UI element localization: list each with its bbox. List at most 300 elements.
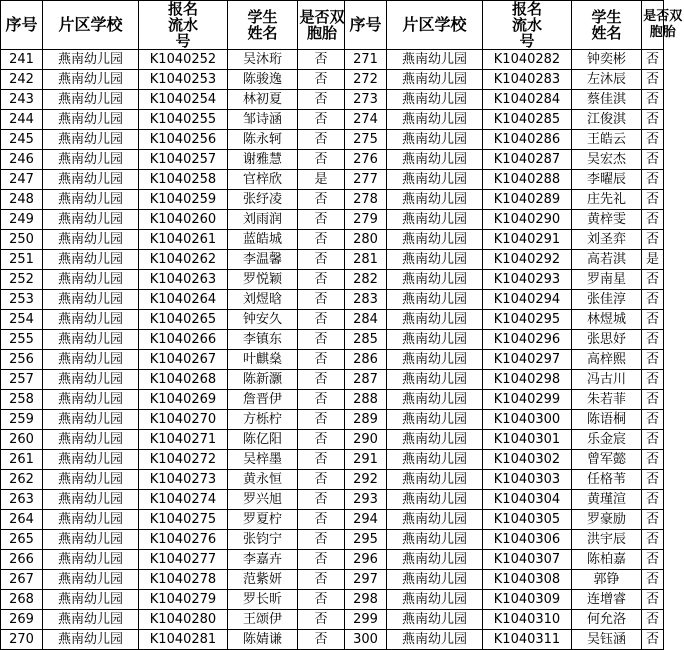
cell-twin: 否 <box>298 130 345 150</box>
cell-school: 燕南幼儿园 <box>43 210 139 230</box>
cell-code: K1040274 <box>139 490 228 510</box>
header-seq: 序号 <box>1 1 43 50</box>
cell-school: 燕南幼儿园 <box>43 590 139 610</box>
cell-name: 任格苇 <box>572 470 642 490</box>
cell-code: K1040279 <box>139 590 228 610</box>
table-row <box>1 570 664 590</box>
cell-code: K1040257 <box>139 150 228 170</box>
cell-twin: 否 <box>298 190 345 210</box>
cell-twin: 否 <box>642 350 664 370</box>
cell-twin: 否 <box>642 410 664 430</box>
header-row <box>1 1 664 50</box>
cell-seq: 292 <box>345 470 387 490</box>
cell-name: 叶麒燊 <box>228 350 298 370</box>
cell-seq: 250 <box>1 230 43 250</box>
cell-code: K1040259 <box>139 190 228 210</box>
cell-name: 左沐辰 <box>572 70 642 90</box>
table-row <box>1 630 664 650</box>
cell-seq: 241 <box>1 50 43 70</box>
cell-twin: 否 <box>642 490 664 510</box>
cell-twin: 否 <box>298 90 345 110</box>
table-row <box>1 50 664 70</box>
cell-name: 钟奕彬 <box>572 50 642 70</box>
cell-twin: 否 <box>642 310 664 330</box>
cell-school: 燕南幼儿园 <box>43 390 139 410</box>
cell-code: K1040256 <box>139 130 228 150</box>
cell-name: 刘圣弈 <box>572 230 642 250</box>
cell-school: 燕南幼儿园 <box>387 470 483 490</box>
cell-twin: 否 <box>642 470 664 490</box>
header-code-text-2: 报名流水号 <box>511 0 542 50</box>
table-row <box>1 490 664 510</box>
cell-school: 燕南幼儿园 <box>387 510 483 530</box>
table-row <box>1 350 664 370</box>
cell-name: 高若淇 <box>572 250 642 270</box>
cell-twin: 否 <box>642 110 664 130</box>
table-row <box>1 290 664 310</box>
cell-twin: 否 <box>642 130 664 150</box>
cell-school: 燕南幼儿园 <box>387 250 483 270</box>
cell-school: 燕南幼儿园 <box>387 270 483 290</box>
cell-seq: 289 <box>345 410 387 430</box>
cell-school: 燕南幼儿园 <box>387 590 483 610</box>
cell-code: K1040311 <box>483 630 572 650</box>
cell-name: 乐金宸 <box>572 430 642 450</box>
cell-twin: 否 <box>642 610 664 630</box>
cell-code: K1040297 <box>483 350 572 370</box>
cell-seq: 294 <box>345 510 387 530</box>
cell-school: 燕南幼儿园 <box>43 410 139 430</box>
cell-code: K1040291 <box>483 230 572 250</box>
cell-seq: 262 <box>1 470 43 490</box>
cell-seq: 300 <box>345 630 387 650</box>
cell-twin: 否 <box>298 550 345 570</box>
cell-twin: 否 <box>642 590 664 610</box>
cell-twin: 否 <box>642 70 664 90</box>
cell-seq: 242 <box>1 70 43 90</box>
cell-school: 燕南幼儿园 <box>387 450 483 470</box>
cell-seq: 253 <box>1 290 43 310</box>
header-code-2 <box>483 1 572 50</box>
cell-seq: 266 <box>1 550 43 570</box>
cell-code: K1040269 <box>139 390 228 410</box>
cell-name: 陈婧谦 <box>228 630 298 650</box>
cell-school: 燕南幼儿园 <box>387 50 483 70</box>
cell-twin: 否 <box>298 290 345 310</box>
cell-code: K1040258 <box>139 170 228 190</box>
cell-code: K1040266 <box>139 330 228 350</box>
cell-code: K1040254 <box>139 90 228 110</box>
cell-code: K1040271 <box>139 430 228 450</box>
table-row <box>1 390 664 410</box>
cell-name: 詹晋伊 <box>228 390 298 410</box>
cell-seq: 290 <box>345 430 387 450</box>
cell-school: 燕南幼儿园 <box>387 410 483 430</box>
cell-twin: 否 <box>298 590 345 610</box>
cell-twin: 否 <box>298 530 345 550</box>
cell-name: 朱若菲 <box>572 390 642 410</box>
cell-twin: 否 <box>642 210 664 230</box>
cell-code: K1040252 <box>139 50 228 70</box>
header-code-text: 报名流水号 <box>167 0 198 50</box>
cell-name: 张钧宁 <box>228 530 298 550</box>
cell-code: K1040253 <box>139 70 228 90</box>
cell-code: K1040255 <box>139 110 228 130</box>
cell-name: 王颂伊 <box>228 610 298 630</box>
cell-seq: 259 <box>1 410 43 430</box>
table-row <box>1 530 664 550</box>
cell-twin: 否 <box>298 210 345 230</box>
cell-seq: 246 <box>1 150 43 170</box>
cell-code: K1040294 <box>483 290 572 310</box>
cell-name: 郭铮 <box>572 570 642 590</box>
cell-twin: 否 <box>298 150 345 170</box>
cell-code: K1040282 <box>483 50 572 70</box>
header-school: 片区学校 <box>43 1 139 50</box>
cell-seq: 260 <box>1 430 43 450</box>
cell-seq: 286 <box>345 350 387 370</box>
cell-twin: 否 <box>298 430 345 450</box>
cell-code: K1040267 <box>139 350 228 370</box>
cell-code: K1040293 <box>483 270 572 290</box>
cell-twin: 否 <box>642 170 664 190</box>
cell-seq: 269 <box>1 610 43 630</box>
cell-code: K1040275 <box>139 510 228 530</box>
cell-code: K1040289 <box>483 190 572 210</box>
cell-school: 燕南幼儿园 <box>43 90 139 110</box>
header-twin <box>298 1 345 50</box>
cell-school: 燕南幼儿园 <box>43 450 139 470</box>
cell-name: 邹诗涵 <box>228 110 298 130</box>
cell-seq: 270 <box>1 630 43 650</box>
table-row <box>1 450 664 470</box>
cell-school: 燕南幼儿园 <box>387 430 483 450</box>
cell-twin: 否 <box>298 470 345 490</box>
cell-seq: 261 <box>1 450 43 470</box>
cell-school: 燕南幼儿园 <box>387 150 483 170</box>
cell-name: 何允洛 <box>572 610 642 630</box>
cell-name: 陈永轲 <box>228 130 298 150</box>
cell-twin: 否 <box>298 250 345 270</box>
cell-seq: 249 <box>1 210 43 230</box>
cell-code: K1040302 <box>483 450 572 470</box>
cell-twin: 是 <box>298 170 345 190</box>
header-twin-text: 是否双胞胎 <box>299 8 345 42</box>
cell-code: K1040310 <box>483 610 572 630</box>
table-row <box>1 150 664 170</box>
cell-name: 高梓熙 <box>572 350 642 370</box>
table-row <box>1 310 664 330</box>
cell-school: 燕南幼儿园 <box>387 350 483 370</box>
cell-code: K1040285 <box>483 110 572 130</box>
cell-name: 陈语桐 <box>572 410 642 430</box>
cell-code: K1040262 <box>139 250 228 270</box>
cell-code: K1040281 <box>139 630 228 650</box>
cell-twin: 否 <box>642 630 664 650</box>
cell-name: 蔡佳淇 <box>572 90 642 110</box>
cell-school: 燕南幼儿园 <box>43 110 139 130</box>
cell-school: 燕南幼儿园 <box>43 530 139 550</box>
cell-code: K1040273 <box>139 470 228 490</box>
cell-name: 刘煜晗 <box>228 290 298 310</box>
cell-school: 燕南幼儿园 <box>387 70 483 90</box>
table-row <box>1 210 664 230</box>
cell-code: K1040265 <box>139 310 228 330</box>
header-twin-2 <box>642 1 683 50</box>
cell-school: 燕南幼儿园 <box>387 110 483 130</box>
cell-seq: 248 <box>1 190 43 210</box>
cell-code: K1040264 <box>139 290 228 310</box>
cell-code: K1040306 <box>483 530 572 550</box>
cell-twin: 否 <box>298 410 345 430</box>
cell-code: K1040272 <box>139 450 228 470</box>
cell-twin: 否 <box>642 450 664 470</box>
cell-name: 李嘉卉 <box>228 550 298 570</box>
cell-school: 燕南幼儿园 <box>43 610 139 630</box>
cell-name: 罗南星 <box>572 270 642 290</box>
cell-code: K1040305 <box>483 510 572 530</box>
cell-twin: 否 <box>642 330 664 350</box>
cell-seq: 285 <box>345 330 387 350</box>
cell-seq: 279 <box>345 210 387 230</box>
table-row <box>1 330 664 350</box>
cell-name: 官梓欣 <box>228 170 298 190</box>
cell-name: 张思妤 <box>572 330 642 350</box>
cell-name: 吴沐珩 <box>228 50 298 70</box>
cell-seq: 295 <box>345 530 387 550</box>
cell-name: 谢雅慧 <box>228 150 298 170</box>
cell-code: K1040260 <box>139 210 228 230</box>
header-name-text-2: 学生姓名 <box>591 8 622 42</box>
header-school-2: 片区学校 <box>387 1 483 50</box>
header-code <box>139 1 228 50</box>
table-row <box>1 170 664 190</box>
cell-twin: 否 <box>642 530 664 550</box>
cell-twin: 否 <box>298 330 345 350</box>
cell-school: 燕南幼儿园 <box>43 490 139 510</box>
table-row <box>1 190 664 210</box>
cell-seq: 274 <box>345 110 387 130</box>
cell-school: 燕南幼儿园 <box>387 310 483 330</box>
cell-school: 燕南幼儿园 <box>43 570 139 590</box>
cell-school: 燕南幼儿园 <box>43 170 139 190</box>
cell-seq: 252 <box>1 270 43 290</box>
cell-seq: 280 <box>345 230 387 250</box>
cell-school: 燕南幼儿园 <box>387 190 483 210</box>
cell-seq: 263 <box>1 490 43 510</box>
cell-seq: 291 <box>345 450 387 470</box>
cell-school: 燕南幼儿园 <box>43 190 139 210</box>
cell-code: K1040277 <box>139 550 228 570</box>
cell-code: K1040300 <box>483 410 572 430</box>
cell-code: K1040292 <box>483 250 572 270</box>
cell-school: 燕南幼儿园 <box>43 370 139 390</box>
cell-seq: 293 <box>345 490 387 510</box>
cell-code: K1040308 <box>483 570 572 590</box>
cell-seq: 244 <box>1 110 43 130</box>
cell-name: 庄先礼 <box>572 190 642 210</box>
cell-seq: 256 <box>1 350 43 370</box>
cell-name: 罗悦颖 <box>228 270 298 290</box>
cell-twin: 否 <box>298 310 345 330</box>
cell-name: 罗夏柠 <box>228 510 298 530</box>
cell-school: 燕南幼儿园 <box>43 350 139 370</box>
cell-name: 黄瑾渲 <box>572 490 642 510</box>
cell-code: K1040309 <box>483 590 572 610</box>
table-row <box>1 370 664 390</box>
cell-name: 吴钰涵 <box>572 630 642 650</box>
cell-school: 燕南幼儿园 <box>43 70 139 90</box>
cell-code: K1040270 <box>139 410 228 430</box>
cell-name: 张佳淳 <box>572 290 642 310</box>
table-row <box>1 130 664 150</box>
cell-twin: 否 <box>298 390 345 410</box>
cell-school: 燕南幼儿园 <box>43 270 139 290</box>
cell-name: 连增睿 <box>572 590 642 610</box>
table-row <box>1 590 664 610</box>
cell-seq: 296 <box>345 550 387 570</box>
cell-name: 罗豪励 <box>572 510 642 530</box>
cell-twin: 否 <box>298 570 345 590</box>
header-name-text: 学生姓名 <box>247 8 278 42</box>
cell-name: 陈骏逸 <box>228 70 298 90</box>
header-seq-2: 序号 <box>345 1 387 50</box>
cell-seq: 243 <box>1 90 43 110</box>
cell-school: 燕南幼儿园 <box>387 210 483 230</box>
cell-name: 冯古川 <box>572 370 642 390</box>
cell-seq: 276 <box>345 150 387 170</box>
cell-school: 燕南幼儿园 <box>43 50 139 70</box>
cell-name: 罗兴旭 <box>228 490 298 510</box>
cell-seq: 245 <box>1 130 43 150</box>
cell-twin: 否 <box>298 230 345 250</box>
cell-twin: 否 <box>642 430 664 450</box>
cell-twin: 否 <box>642 150 664 170</box>
cell-seq: 283 <box>345 290 387 310</box>
cell-twin: 否 <box>298 510 345 530</box>
cell-school: 燕南幼儿园 <box>43 130 139 150</box>
cell-school: 燕南幼儿园 <box>43 630 139 650</box>
cell-seq: 254 <box>1 310 43 330</box>
cell-seq: 251 <box>1 250 43 270</box>
cell-code: K1040284 <box>483 90 572 110</box>
cell-twin: 否 <box>642 290 664 310</box>
cell-twin: 否 <box>298 50 345 70</box>
cell-seq: 287 <box>345 370 387 390</box>
cell-name: 黄永恒 <box>228 470 298 490</box>
cell-twin: 否 <box>298 370 345 390</box>
cell-seq: 268 <box>1 590 43 610</box>
cell-school: 燕南幼儿园 <box>43 250 139 270</box>
cell-name: 范紫妍 <box>228 570 298 590</box>
cell-name: 洪宇辰 <box>572 530 642 550</box>
table-body <box>1 50 664 650</box>
cell-school: 燕南幼儿园 <box>43 230 139 250</box>
table-row <box>1 110 664 130</box>
cell-name: 陈亿阳 <box>228 430 298 450</box>
cell-school: 燕南幼儿园 <box>43 330 139 350</box>
cell-school: 燕南幼儿园 <box>43 310 139 330</box>
cell-name: 陈新灏 <box>228 370 298 390</box>
cell-name: 钟安久 <box>228 310 298 330</box>
cell-seq: 284 <box>345 310 387 330</box>
cell-school: 燕南幼儿园 <box>43 290 139 310</box>
cell-code: K1040287 <box>483 150 572 170</box>
cell-name: 李镇东 <box>228 330 298 350</box>
cell-school: 燕南幼儿园 <box>43 510 139 530</box>
cell-school: 燕南幼儿园 <box>43 430 139 450</box>
cell-twin: 否 <box>298 270 345 290</box>
cell-twin: 否 <box>298 450 345 470</box>
cell-school: 燕南幼儿园 <box>387 610 483 630</box>
cell-code: K1040288 <box>483 170 572 190</box>
cell-school: 燕南幼儿园 <box>43 470 139 490</box>
cell-name: 吴宏杰 <box>572 150 642 170</box>
cell-twin: 否 <box>642 550 664 570</box>
cell-code: K1040268 <box>139 370 228 390</box>
cell-school: 燕南幼儿园 <box>387 290 483 310</box>
cell-code: K1040283 <box>483 70 572 90</box>
cell-school: 燕南幼儿园 <box>387 550 483 570</box>
cell-school: 燕南幼儿园 <box>43 150 139 170</box>
cell-school: 燕南幼儿园 <box>387 530 483 550</box>
cell-twin: 否 <box>642 90 664 110</box>
cell-code: K1040295 <box>483 310 572 330</box>
cell-school: 燕南幼儿园 <box>387 90 483 110</box>
cell-school: 燕南幼儿园 <box>387 570 483 590</box>
cell-seq: 281 <box>345 250 387 270</box>
cell-school: 燕南幼儿园 <box>43 550 139 570</box>
cell-seq: 288 <box>345 390 387 410</box>
table-row <box>1 70 664 90</box>
table-row <box>1 510 664 530</box>
cell-twin: 否 <box>642 570 664 590</box>
cell-seq: 273 <box>345 90 387 110</box>
cell-name: 罗长昕 <box>228 590 298 610</box>
cell-seq: 265 <box>1 530 43 550</box>
cell-name: 刘雨润 <box>228 210 298 230</box>
cell-seq: 255 <box>1 330 43 350</box>
table-row <box>1 470 664 490</box>
cell-name: 王皓云 <box>572 130 642 150</box>
cell-seq: 258 <box>1 390 43 410</box>
cell-seq: 277 <box>345 170 387 190</box>
cell-code: K1040298 <box>483 370 572 390</box>
cell-code: K1040261 <box>139 230 228 250</box>
table-row <box>1 610 664 630</box>
table-row <box>1 270 664 290</box>
cell-school: 燕南幼儿园 <box>387 130 483 150</box>
cell-school: 燕南幼儿园 <box>387 390 483 410</box>
cell-seq: 267 <box>1 570 43 590</box>
cell-seq: 298 <box>345 590 387 610</box>
cell-twin: 否 <box>298 630 345 650</box>
cell-name: 李曜辰 <box>572 170 642 190</box>
cell-twin: 否 <box>298 350 345 370</box>
cell-code: K1040307 <box>483 550 572 570</box>
cell-name: 江俊淇 <box>572 110 642 130</box>
cell-school: 燕南幼儿园 <box>387 630 483 650</box>
cell-name: 陈柏嘉 <box>572 550 642 570</box>
cell-name: 黄梓雯 <box>572 210 642 230</box>
cell-code: K1040263 <box>139 270 228 290</box>
cell-seq: 275 <box>345 130 387 150</box>
cell-twin: 否 <box>642 230 664 250</box>
cell-name: 吴梓墨 <box>228 450 298 470</box>
cell-seq: 271 <box>345 50 387 70</box>
cell-seq: 278 <box>345 190 387 210</box>
cell-name: 张纾凌 <box>228 190 298 210</box>
